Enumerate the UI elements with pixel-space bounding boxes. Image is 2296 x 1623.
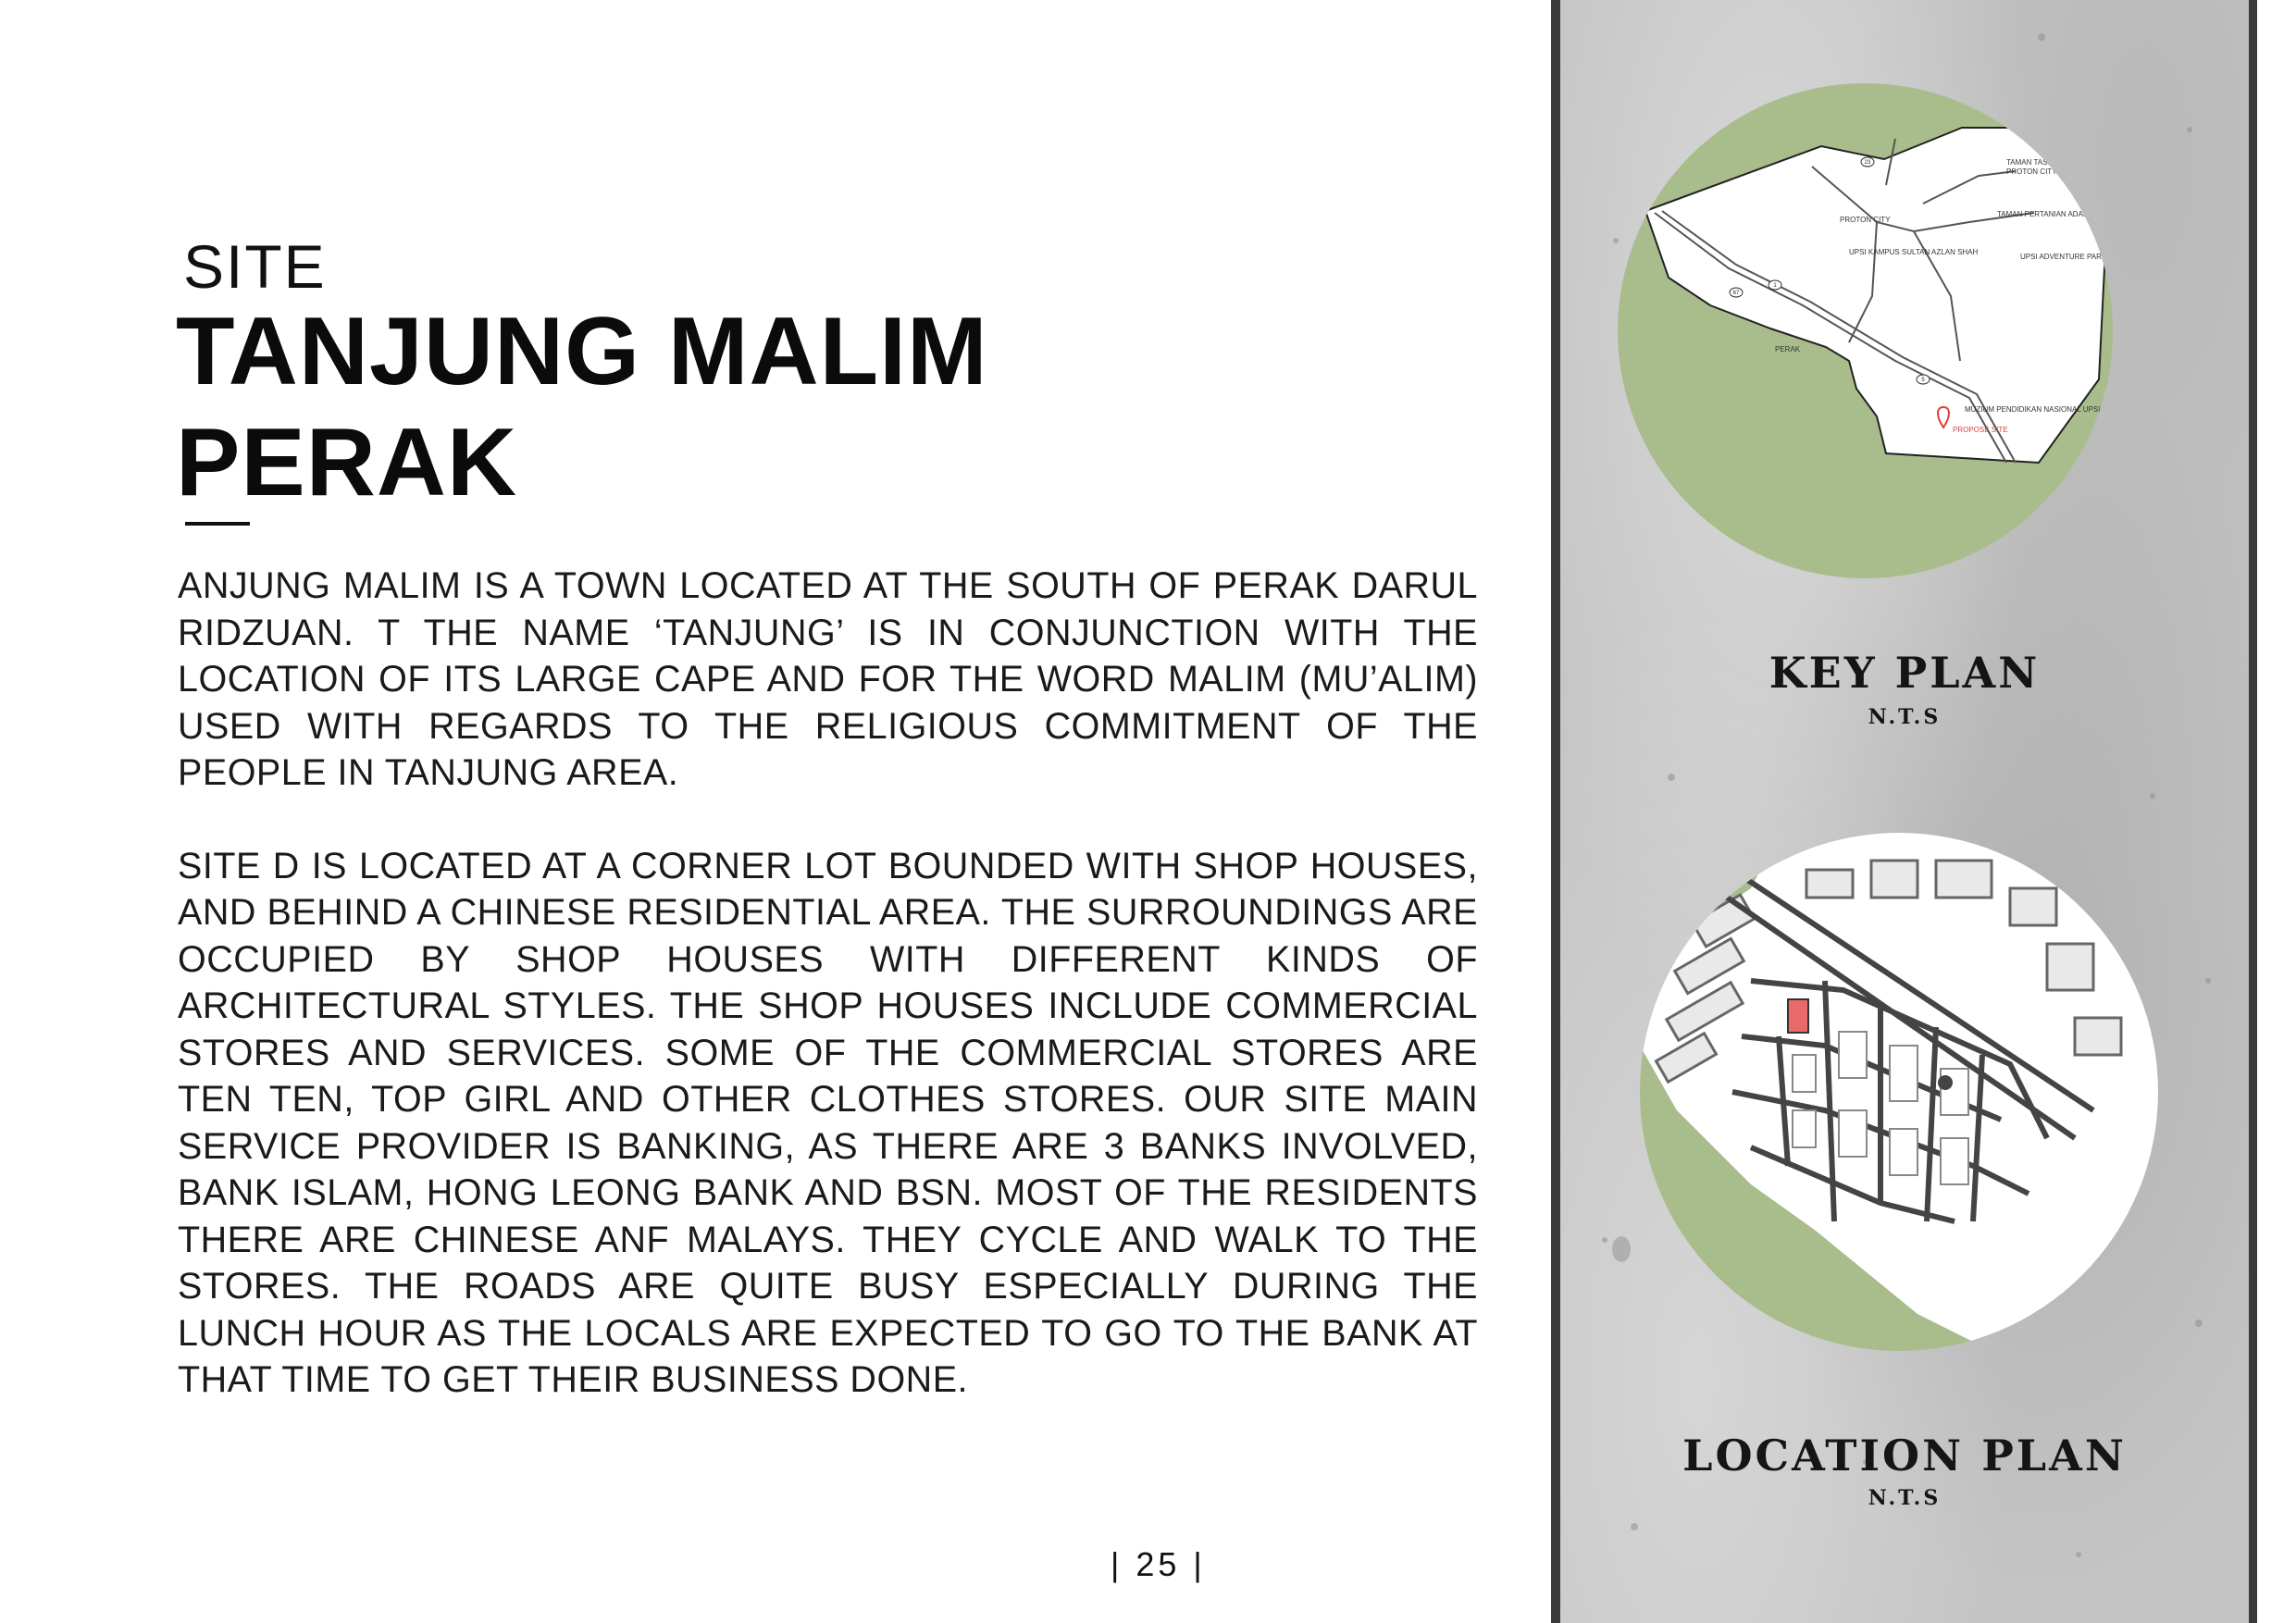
- map-label-muzium: MUZIUM PENDIDIKAN NASIONAL UPSI: [1965, 405, 2101, 414]
- title-line-1: TANJUNG MALIM: [176, 298, 988, 405]
- map-label-taman-tasik: TAMAN TASIK EMPAYA: [2006, 158, 2086, 167]
- key-plan-label: KEY PLAN: [1769, 648, 2041, 698]
- panel-border-left: [1551, 0, 1560, 1623]
- map-label-proton-city-top: PROTON CITY: [2006, 167, 2057, 176]
- key-plan-circle: [1618, 83, 2113, 578]
- roundabout-marker: [1938, 1075, 1953, 1090]
- plans-panel: [1551, 0, 2296, 1623]
- page-number: | 25 |: [1111, 1545, 1206, 1583]
- road-label-5: 5: [1921, 378, 1925, 383]
- title-underline: [185, 522, 250, 526]
- map-label-propose-site: PROPOSE SITE: [1953, 426, 2008, 434]
- map-label-upsi-kampus: UPSI KAMPUS SULTAN AZLAN SHAH: [1849, 248, 1979, 256]
- location-plan-map: [1640, 833, 2158, 1351]
- paragraph-intro: ANJUNG MALIM IS A TOWN LOCATED AT THE SOUTH OF PERAK DARUL RIDZUAN. T THE NAME ‘TANJUNG’ IS IN CONJUNCTION WITH THE LOCATION OF ITS LARGE CAPE AND FOR THE WORD MALIM (MU’ALIM) USED WITH REGARDS TO THE RELIGIOUS COMMITMENT OF THE PEOPLE IN TANJUNG AREA.: [178, 565, 1478, 793]
- paragraph-site: SITE D IS LOCATED AT A CORNER LOT BOUNDED WITH SHOP HOUSES, AND BEHIND A CHINESE RESIDENTIAL AREA. THE SURROUNDINGS ARE OCCUPIED BY SHOP HOUSES WITH DIFFERENT KINDS OF ARCHITECTURAL STYLES. THE SHOP HOUSES INCLUDE COMMERCIAL STORES AND SERVICES. SOME OF THE COMMERCIAL STORES ARE TEN TEN, TOP GIRL AND OTHER CLOTHES STORES. OUR SITE MAIN SERVICE PROVIDER IS BANKING, AS THERE ARE 3 BANKS INVOLVED, BANK ISLAM, HONG LEONG BANK AND BSN. MOST OF THE RESIDENTS THERE ARE CHINESE ANF MALAYS. THEY CYCLE AND WALK TO THE STORES. THE ROADS ARE QUITE BUSY ESPECIALLY DURING THE LUNCH HOUR AS THE LOCALS ARE EXPECTED TO GO TO THE BANK AT THAT TIME TO GET THEIR BUSINESS DONE.: [178, 845, 1478, 1400]
- title-line-2: PERAK: [176, 409, 518, 516]
- map-label-upsi-adventure: UPSI ADVENTURE PARK: [2020, 253, 2107, 261]
- location-plan-scale: N.T.S: [1868, 1486, 1942, 1510]
- page-title: [176, 296, 988, 518]
- road-label-67: 67: [1732, 291, 1740, 296]
- body-text: [178, 563, 1478, 1450]
- panel-border-right: [2249, 0, 2257, 1623]
- location-plan-label: LOCATION PLAN: [1682, 1431, 2127, 1481]
- map-label-taman-pertanian: TAMAN PERTANIAN ADAM: [1997, 210, 2090, 218]
- road-label-1: 1: [1773, 283, 1777, 289]
- site-marker: [1788, 999, 1808, 1033]
- location-plan-circle: [1640, 833, 2158, 1351]
- map-label-proton-city: PROTON CITY: [1840, 216, 1891, 224]
- key-plan-scale: N.T.S: [1868, 705, 1942, 729]
- key-plan-map: [1618, 83, 2113, 578]
- road-label-23: 23: [1864, 160, 1871, 166]
- map-label-perak: PERAK: [1775, 345, 1801, 353]
- section-kicker: SITE: [183, 232, 327, 301]
